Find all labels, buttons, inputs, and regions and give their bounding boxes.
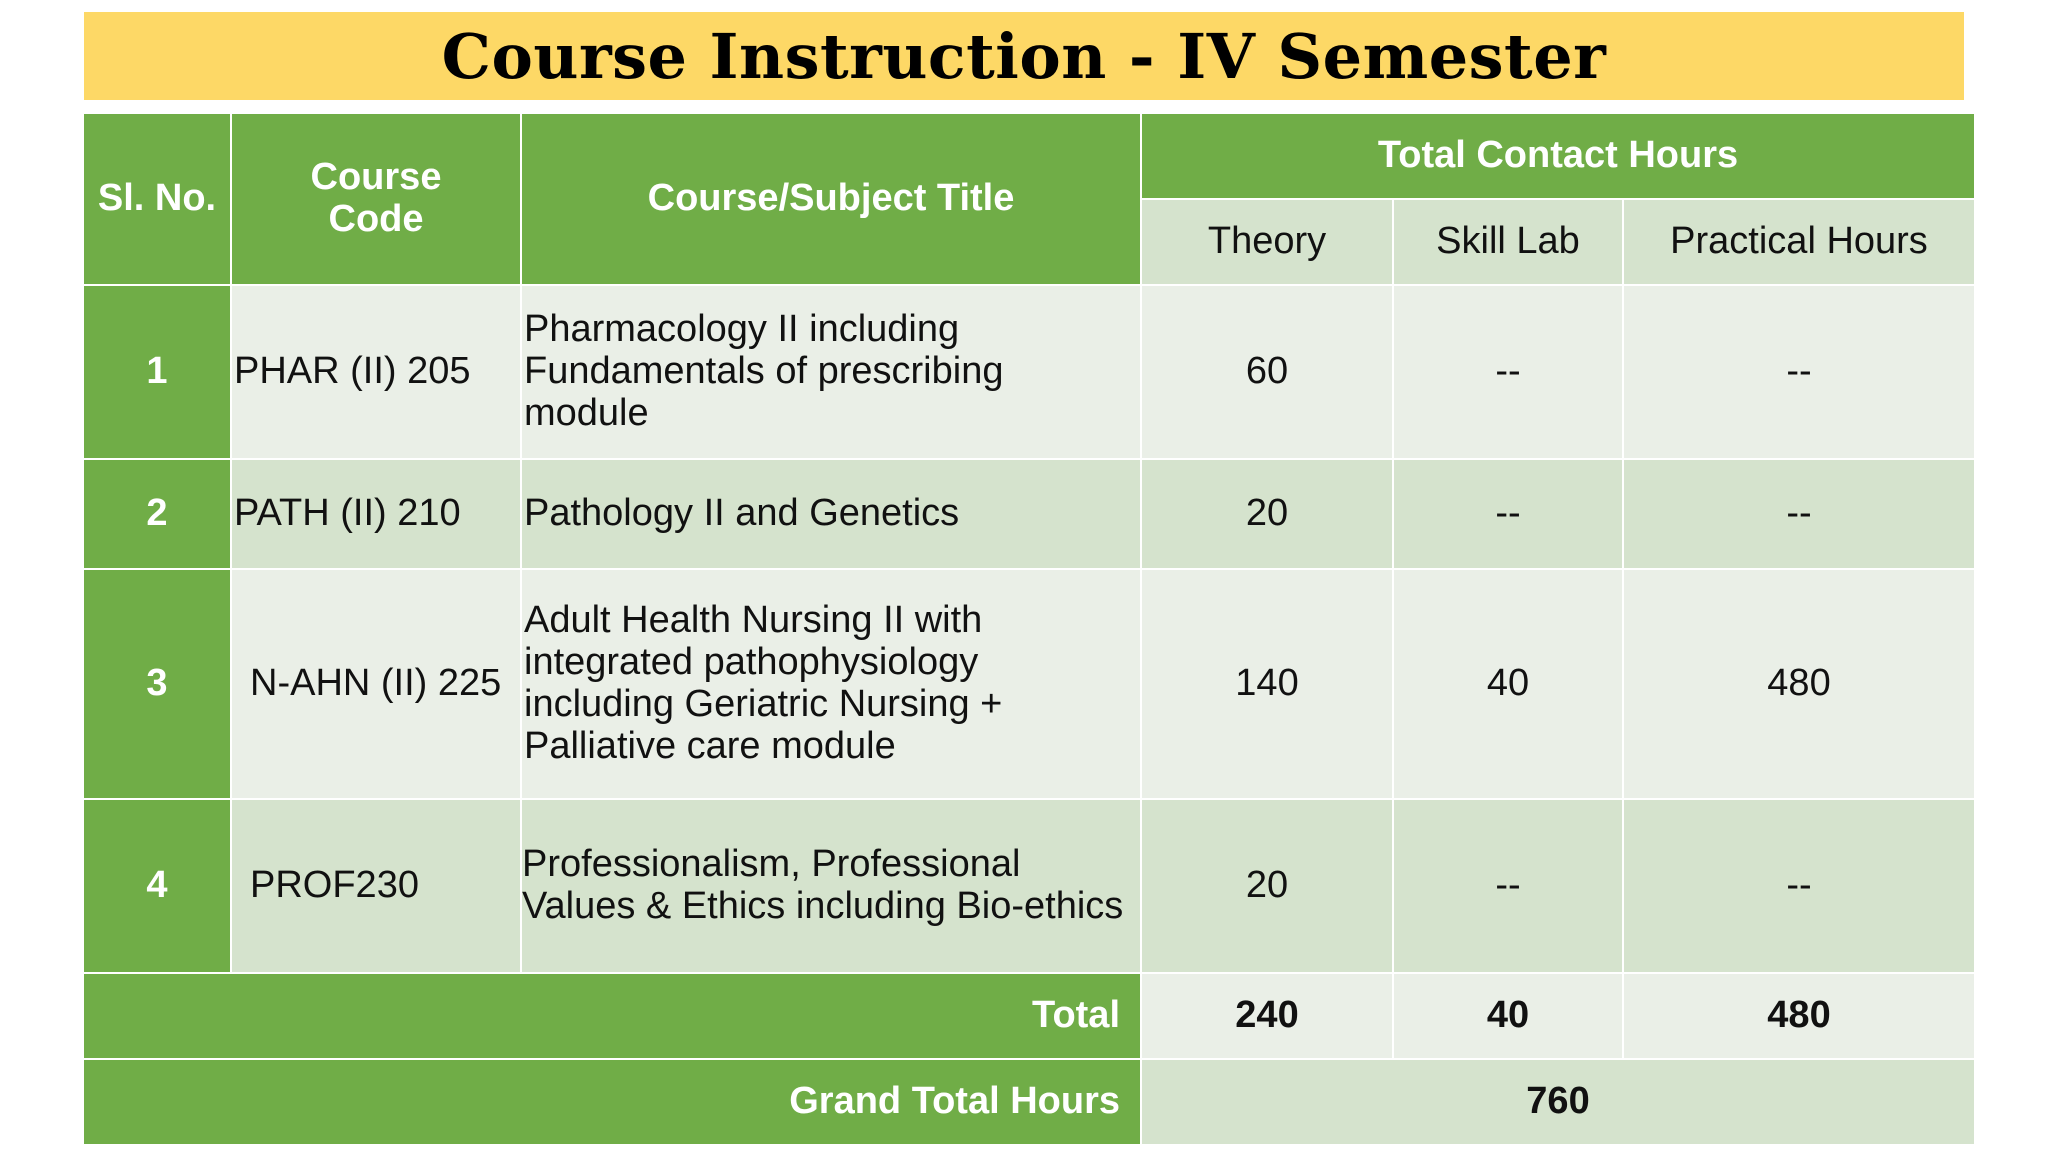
row-4-theory: 20	[1142, 800, 1392, 972]
row-1-practical: --	[1624, 286, 1974, 458]
total-practical: 480	[1624, 974, 1974, 1058]
row-3-code: N-AHN (II) 225	[232, 570, 520, 798]
title-bar	[84, 12, 1964, 100]
row-1-title: Pharmacology II including Fundamentals of prescribing module	[522, 286, 1140, 458]
total-theory: 240	[1142, 974, 1392, 1058]
row-2-practical: --	[1624, 460, 1974, 568]
row-3-practical: 480	[1624, 570, 1974, 798]
header-practical-hours: Practical Hours	[1624, 200, 1974, 284]
row-1-skill-lab: --	[1394, 286, 1622, 458]
row-2-title: Pathology II and Genetics	[522, 460, 1140, 568]
grand-total-label: Grand Total Hours	[84, 1060, 1140, 1144]
row-4-code: PROF230	[232, 800, 520, 972]
row-4-title: Professionalism, Professional Values & Ethics including Bio-ethics	[522, 800, 1140, 972]
row-2-code: PATH (II) 210	[232, 460, 520, 568]
row-4-practical: --	[1624, 800, 1974, 972]
total-label: Total	[84, 974, 1140, 1058]
header-total-contact-hours: Total Contact Hours	[1142, 114, 1974, 198]
course-table	[84, 114, 1964, 1132]
header-course-title: Course/Subject Title	[522, 114, 1140, 284]
header-course-code: Course Code	[232, 114, 520, 284]
header-theory: Theory	[1142, 200, 1392, 284]
row-4-sl: 4	[84, 800, 230, 972]
row-3-theory: 140	[1142, 570, 1392, 798]
page-title: Course Instruction - IV Semester	[441, 19, 1607, 93]
row-3-sl: 3	[84, 570, 230, 798]
row-4-skill-lab: --	[1394, 800, 1622, 972]
row-2-theory: 20	[1142, 460, 1392, 568]
row-2-sl: 2	[84, 460, 230, 568]
row-3-title: Adult Health Nursing II with integrated pathophysiology including Geriatric Nursing + Palliative care module	[522, 570, 1140, 798]
total-skill-lab: 40	[1394, 974, 1622, 1058]
row-1-code: PHAR (II) 205	[232, 286, 520, 458]
row-1-theory: 60	[1142, 286, 1392, 458]
row-1-sl: 1	[84, 286, 230, 458]
row-3-skill-lab: 40	[1394, 570, 1622, 798]
grand-total-value: 760	[1142, 1060, 1974, 1144]
header-sl-no: Sl. No.	[84, 114, 230, 284]
header-skill-lab: Skill Lab	[1394, 200, 1622, 284]
row-2-skill-lab: --	[1394, 460, 1622, 568]
